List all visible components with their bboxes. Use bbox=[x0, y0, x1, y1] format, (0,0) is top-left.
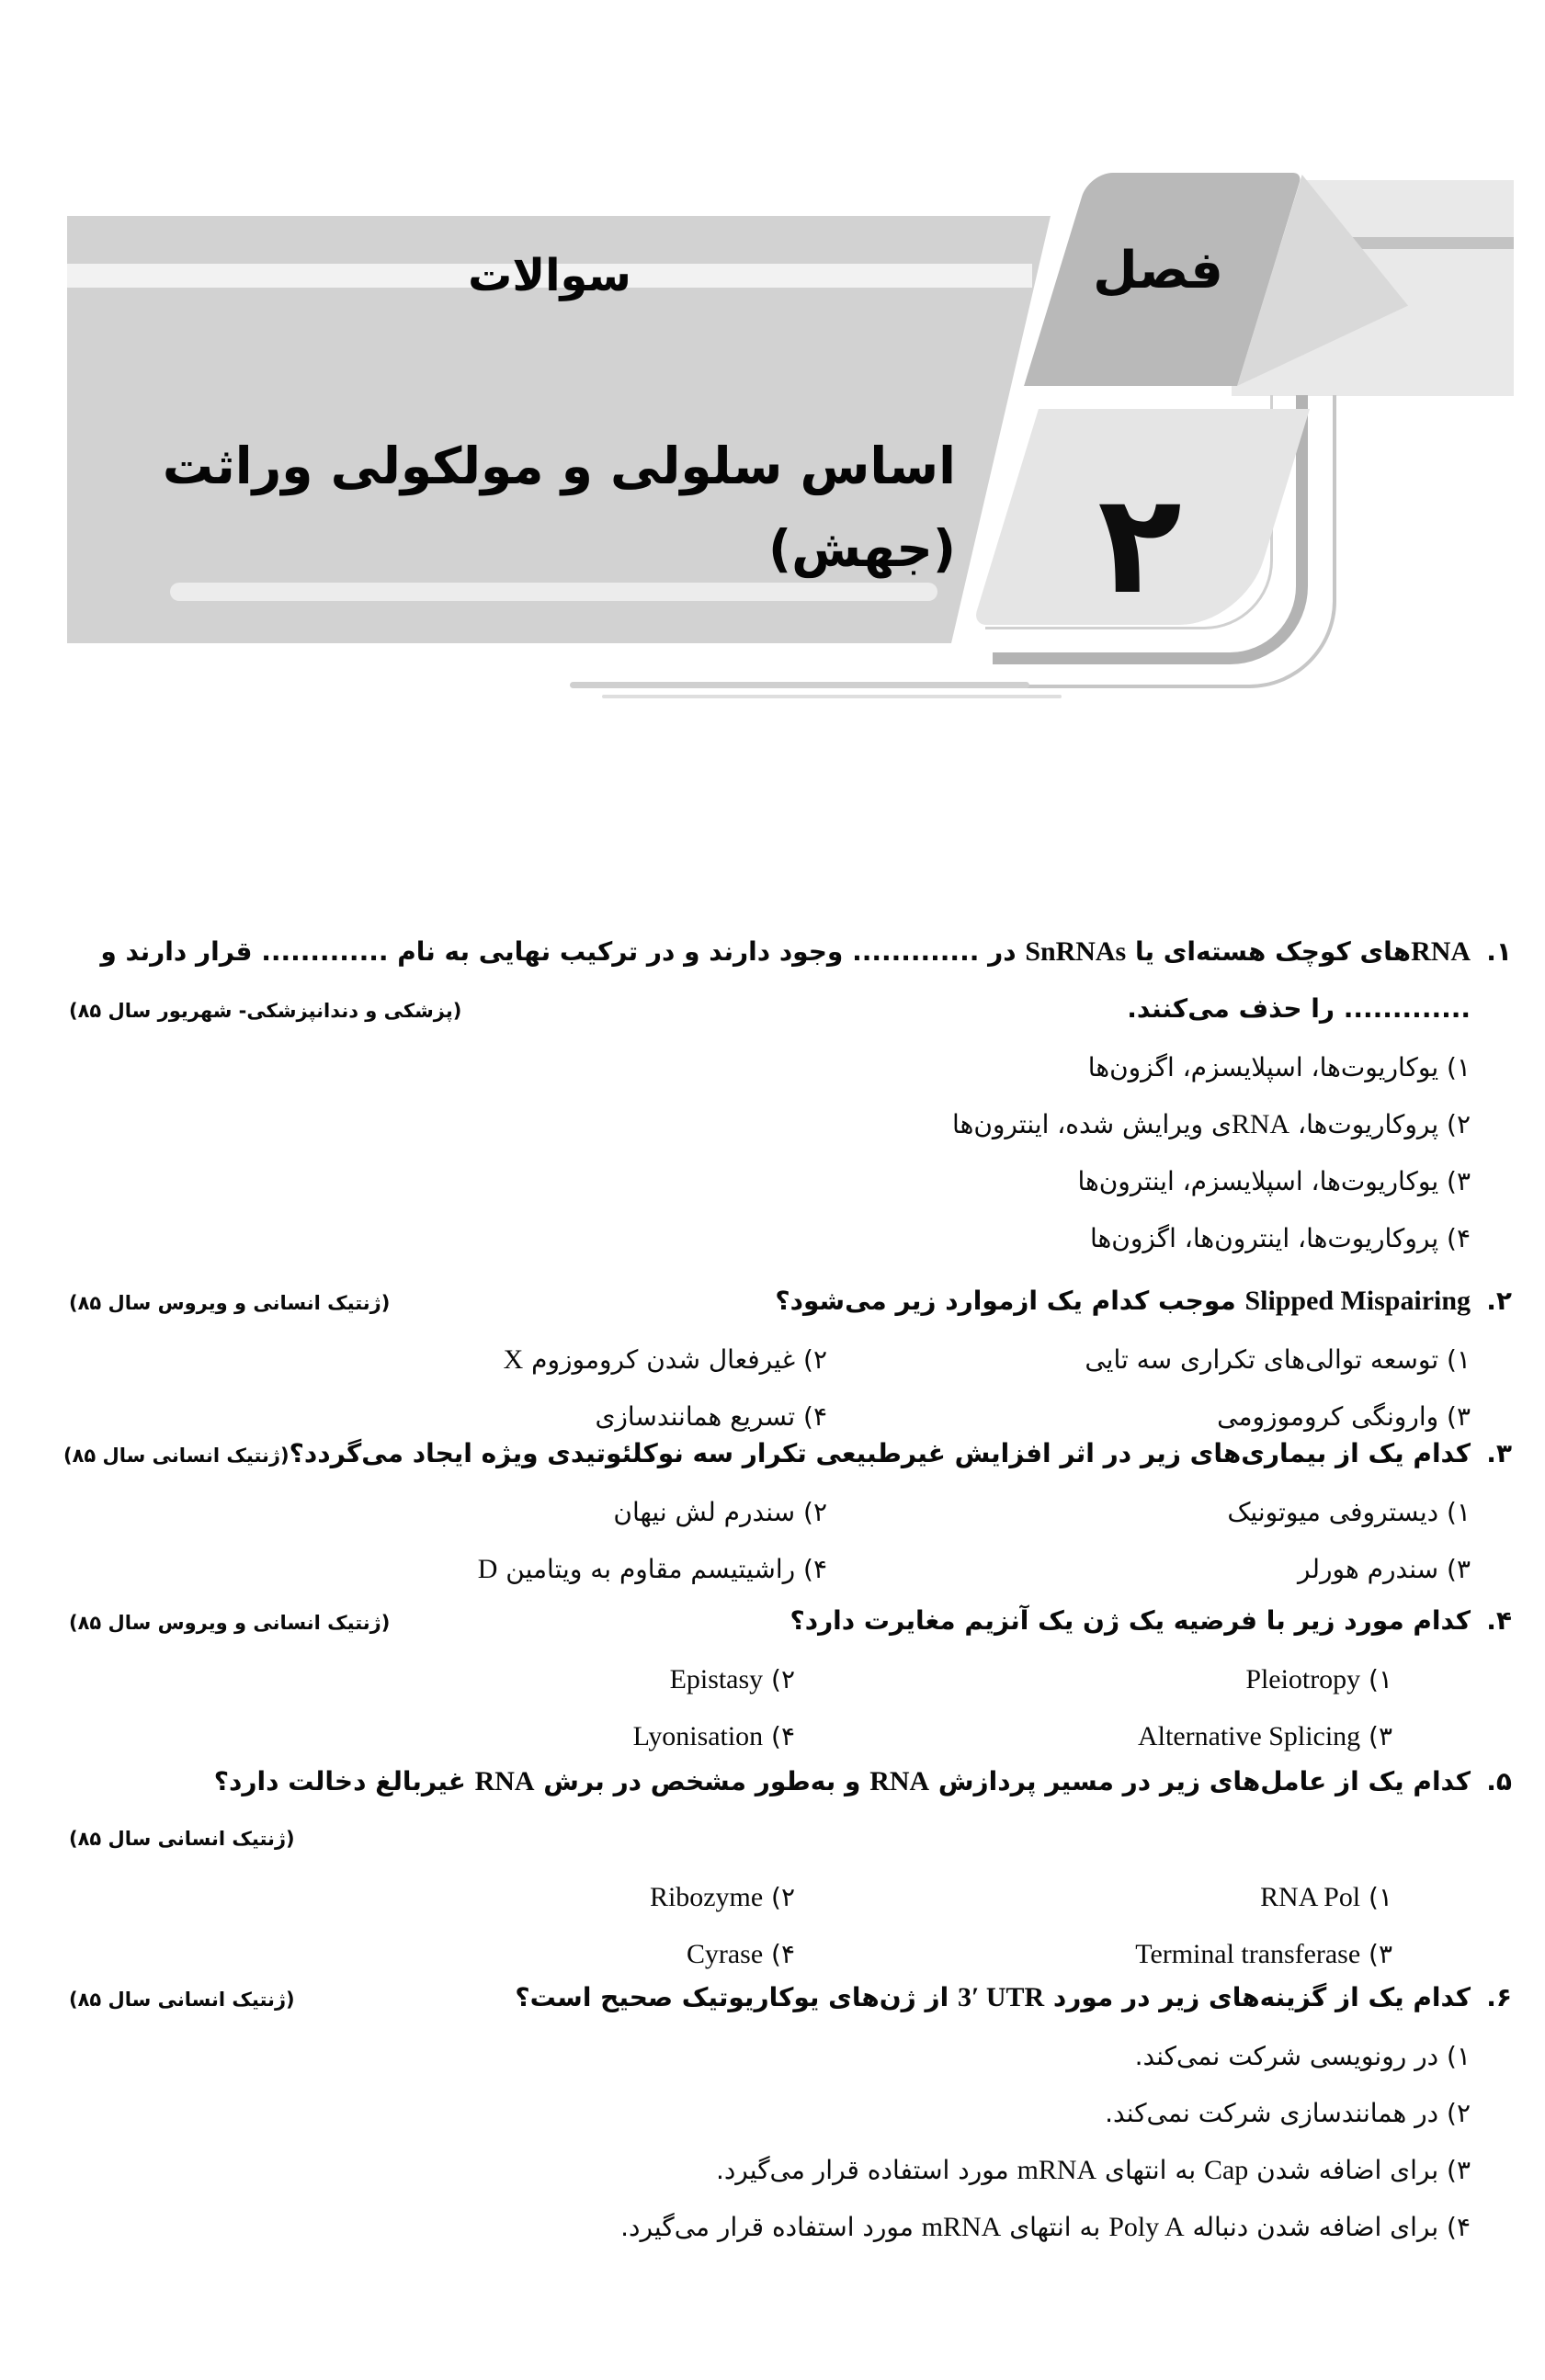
question-number: ۵. bbox=[1486, 1766, 1512, 1796]
source-tag: (پزشکی و دندانپزشکی- شهریور سال ۸۵) bbox=[69, 1000, 462, 1022]
question-4 bbox=[69, 1592, 1512, 1765]
option-1: ۱) RNA Pol bbox=[1260, 1882, 1392, 1912]
question-number: ۲. bbox=[1486, 1286, 1512, 1316]
question-number: ۳. bbox=[1486, 1438, 1512, 1468]
option-1: ۱) دیستروفی میوتونیک bbox=[1227, 1497, 1471, 1527]
option-1: ۱) یوکاریوت‌ها، اسپلایسزم، اگزون‌ها bbox=[1087, 1052, 1471, 1082]
question-5 bbox=[69, 1753, 1512, 1983]
option-1: ۱) توسعه توالی‌های تکراری سه تایی bbox=[1085, 1344, 1471, 1375]
source-tag: (ژنتیک انسانی سال ۸۵) bbox=[69, 1989, 295, 2011]
question-stem: کدام مورد زیر با فرضیه یک ژن یک آنزیم مغایرت دارد؟ bbox=[790, 1605, 1471, 1636]
question-stem: کدام یک از عامل‌های زیر در مسیر پردازش RNA و به‌طور مشخص در برش RNA غیربالغ دخالت دارد؟ bbox=[213, 1766, 1471, 1796]
options bbox=[69, 1484, 1512, 1598]
question-6 bbox=[69, 1969, 1512, 2256]
banner-tail-line-2 bbox=[602, 695, 1062, 698]
option-4: ۴) پروکاریوت‌ها، اینترون‌ها، اگزون‌ها bbox=[1089, 1223, 1471, 1253]
question-stem: Slipped Mispairing موجب کدام یک ازموارد زیر می‌شود؟ bbox=[775, 1286, 1471, 1316]
header-right-gray-line bbox=[1351, 237, 1514, 249]
question-number: ۱. bbox=[1486, 936, 1512, 967]
question-stem: کدام یک از گزینه‌های زیر در مورد 3′ UTR از ژن‌های یوکاریوتیک صحیح است؟ bbox=[515, 1982, 1471, 2012]
source-tag: (ژنتیک انسانی سال ۸۵) bbox=[69, 1828, 295, 1850]
option-4: ۴) Lyonisation bbox=[632, 1721, 795, 1751]
option-4: ۴) راشیتیسم مقاوم به ویتامین D bbox=[477, 1554, 827, 1584]
option-1: ۱) Pleiotropy bbox=[1245, 1664, 1392, 1694]
option-2: ۲) Ribozyme bbox=[650, 1882, 795, 1912]
option-2: ۲) در همانندسازی شرکت نمی‌کند. bbox=[1105, 2098, 1471, 2128]
option-3: ۳) یوکاریوت‌ها، اسپلایسزم، اینترون‌ها bbox=[1077, 1166, 1471, 1196]
option-4: ۴) برای اضافه شدن دنباله Poly A به انتهای mRNA مورد استفاده قرار می‌گیرد. bbox=[620, 2212, 1471, 2242]
chapter-number: ۲ bbox=[1097, 465, 1182, 625]
question-stem: RNA‌های کوچک هسته‌ای یا SnRNAs در ............. وجود دارند و در ترکیب نهایی به نام ............. قرار دارند و bbox=[100, 936, 1471, 967]
option-3: ۳) Terminal transferase bbox=[1135, 1939, 1392, 1969]
question-1 bbox=[69, 924, 1512, 1267]
question-3 bbox=[62, 1425, 1512, 1598]
option-3: ۳) وارونگی کروموزومی bbox=[1217, 1401, 1471, 1432]
question-number: ۶. bbox=[1486, 1982, 1512, 2012]
options bbox=[69, 2028, 1512, 2256]
options bbox=[69, 1039, 1512, 1267]
option-2: ۲) Epistasy bbox=[669, 1664, 795, 1694]
question-stem: کدام یک از بیماری‌های زیر در اثر افزایش غیرطبیعی تکرار سه نوکلئوتیدی ویژه ایجاد می‌گردد؟ bbox=[289, 1438, 1471, 1468]
option-3: ۳) Alternative Splicing bbox=[1138, 1721, 1392, 1751]
options bbox=[69, 1869, 1512, 1983]
source-tag: (ژنتیک انسانی سال ۸۵) bbox=[62, 1445, 290, 1467]
option-2: ۲) پروکاریوت‌ها، RNAی ویرایش شده، اینترون‌ها bbox=[952, 1109, 1471, 1139]
option-3: ۳) سندرم هورلر bbox=[1298, 1554, 1471, 1584]
option-4: ۴) تسریع همانندسازی bbox=[595, 1401, 827, 1432]
option-1: ۱) در رونویسی شرکت نمی‌کند. bbox=[1134, 2041, 1471, 2071]
option-3: ۳) برای اضافه شدن Cap به انتهای mRNA مورد استفاده قرار می‌گیرد. bbox=[715, 2155, 1471, 2185]
source-tag: (ژنتیک انسانی و ویروس سال ۸۵) bbox=[69, 1612, 391, 1634]
banner-tail-line-1 bbox=[570, 682, 1029, 688]
option-4: ۴) Cyrase bbox=[686, 1939, 795, 1969]
source-tag: (ژنتیک انسانی و ویروس سال ۸۵) bbox=[69, 1292, 391, 1314]
options bbox=[69, 1651, 1512, 1765]
option-2: ۲) سندرم لش نیهان bbox=[613, 1497, 827, 1527]
question-2 bbox=[69, 1273, 1512, 1445]
chapter-tab-label: فصل bbox=[1093, 241, 1223, 300]
chapter-title: اساس سلولی و مولکولی وراثت (جهش) bbox=[162, 436, 956, 578]
question-number: ۴. bbox=[1486, 1605, 1512, 1636]
questions-band-label: سوالات bbox=[468, 250, 631, 301]
question-stem-continued: ............. را حذف می‌کنند. bbox=[1127, 993, 1471, 1024]
option-2: ۲) غیرفعال شدن کروموزوم X bbox=[503, 1344, 827, 1375]
questions-list bbox=[62, 924, 1512, 2256]
